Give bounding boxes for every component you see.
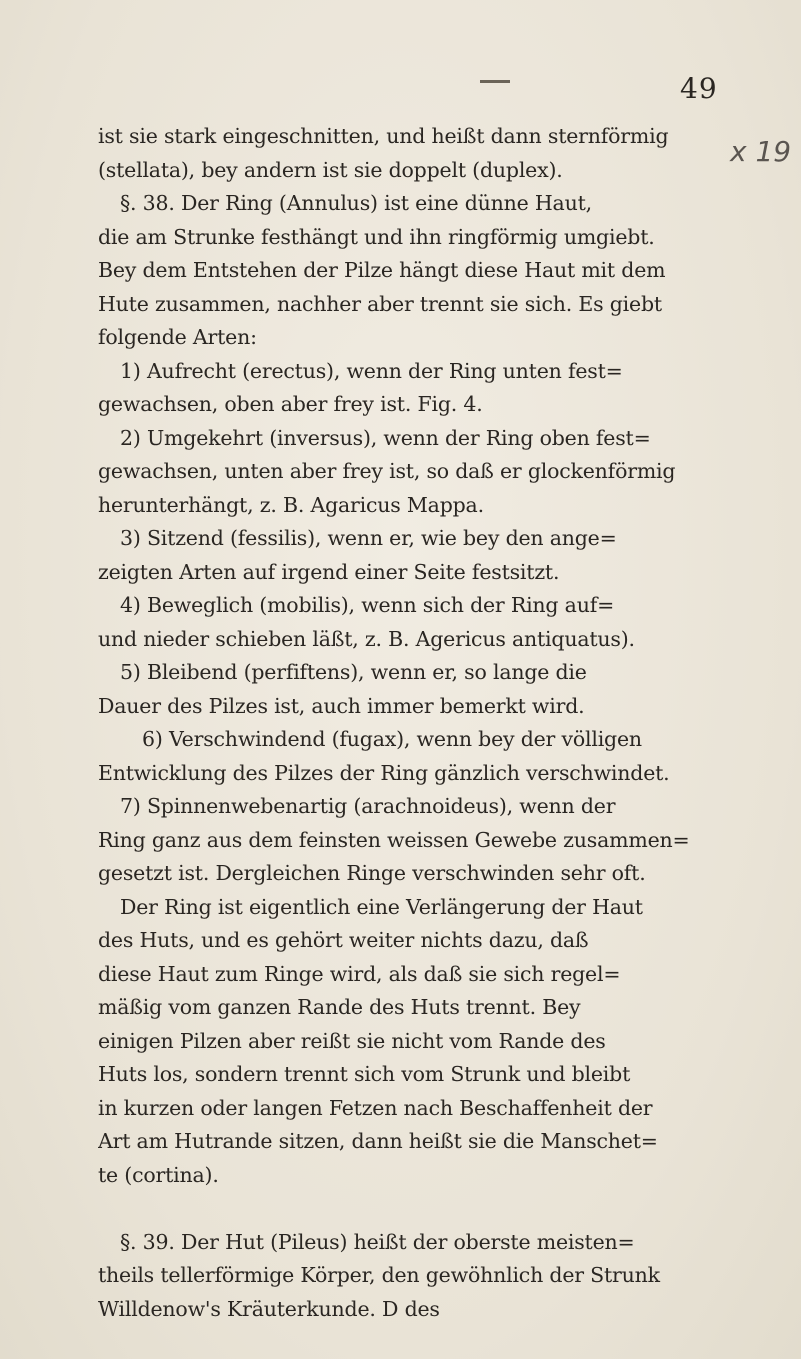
page-number: 49 <box>680 72 718 105</box>
text-line: theils tellerförmige Körper, den gewöhnlich der Strunk <box>98 1263 660 1287</box>
text-line: 7) Spinnenwebenartig (arachnoideus), wenn der <box>120 794 616 818</box>
text-line: Hute zusammen, nachher aber trennt sie sich. Es giebt <box>98 291 662 316</box>
text-line: in kurzen oder langen Fetzen nach Beschaffenheit der <box>98 1095 653 1120</box>
text-line: Art am Hutrande sitzen, dann heißt sie die Manschet= <box>98 1129 658 1153</box>
text-line: §. 38. Der Ring (Annulus) ist eine dünne Haut, <box>120 191 592 215</box>
text-line: Dauer des Pilzes ist, auch immer bemerkt wird. <box>98 693 585 718</box>
text-line: (stellata), bey andern ist sie doppelt (duplex). <box>98 157 563 182</box>
text-line: zeigten Arten auf irgend einer Seite festsitzt. <box>98 559 560 584</box>
text-line: Ring ganz aus dem feinsten weissen Gewebe zusammen= <box>98 827 690 852</box>
header-rule <box>480 80 510 83</box>
text-line: te (cortina). <box>98 1162 219 1187</box>
text-line: §. 39. Der Hut (Pileus) heißt der oberste meisten= <box>120 1229 635 1254</box>
text-line: Bey dem Entstehen der Pilze hängt diese Haut mit dem <box>98 258 666 282</box>
text-line: 2) Umgekehrt (inversus), wenn der Ring oben fest= <box>120 425 651 450</box>
text-line: Entwicklung des Pilzes der Ring gänzlich verschwindet. <box>98 760 670 785</box>
text-line: einigen Pilzen aber reißt sie nicht vom Rande des <box>98 1028 606 1053</box>
text-line: Der Ring ist eigentlich eine Verlängerung der Haut <box>120 894 643 919</box>
text-line: 3) Sitzend (fessilis), wenn er, wie bey den ange= <box>120 526 617 550</box>
text-line: Huts los, sondern trennt sich vom Strunk und bleibt <box>98 1062 631 1086</box>
text-line: ist sie stark eingeschnitten, und heißt dann sternförmig <box>98 124 669 148</box>
text-line: diese Haut zum Ringe wird, als daß sie sich regel= <box>98 961 621 986</box>
text-line: mäßig vom ganzen Rande des Huts trennt. Bey <box>98 995 581 1019</box>
text-line: folgende Arten: <box>98 325 257 349</box>
text-line <box>98 1192 738 1226</box>
text-line: Willdenow's Kräuterkunde. D des <box>98 1296 440 1321</box>
text-line: des Huts, und es gehört weiter nichts dazu, daß <box>98 928 589 952</box>
text-line: und nieder schieben läßt, z. B. Agericus antiquatus). <box>98 626 635 651</box>
text-line: die am Strunke festhängt und ihn ringförmig umgiebt. <box>98 224 655 249</box>
text-line: 6) Verschwindend (fugax), wenn bey der völligen <box>142 727 642 751</box>
text-body <box>98 120 738 1326</box>
text-line: gewachsen, oben aber frey ist. Fig. 4. <box>98 392 483 416</box>
text-line: 5) Bleibend (perfiftens), wenn er, so lange die <box>120 660 587 684</box>
text-line: herunterhängt, z. B. Agaricus Mappa. <box>98 492 484 517</box>
handwritten-margin-note: x 19 <box>730 135 792 168</box>
text-line: gewachsen, unten aber frey ist, so daß er glockenförmig <box>98 459 676 483</box>
text-line: gesetzt ist. Dergleichen Ringe verschwinden sehr oft. <box>98 861 646 885</box>
text-line: 4) Beweglich (mobilis), wenn sich der Ring auf= <box>120 593 615 617</box>
text-line: 1) Aufrecht (erectus), wenn der Ring unten fest= <box>120 358 623 383</box>
